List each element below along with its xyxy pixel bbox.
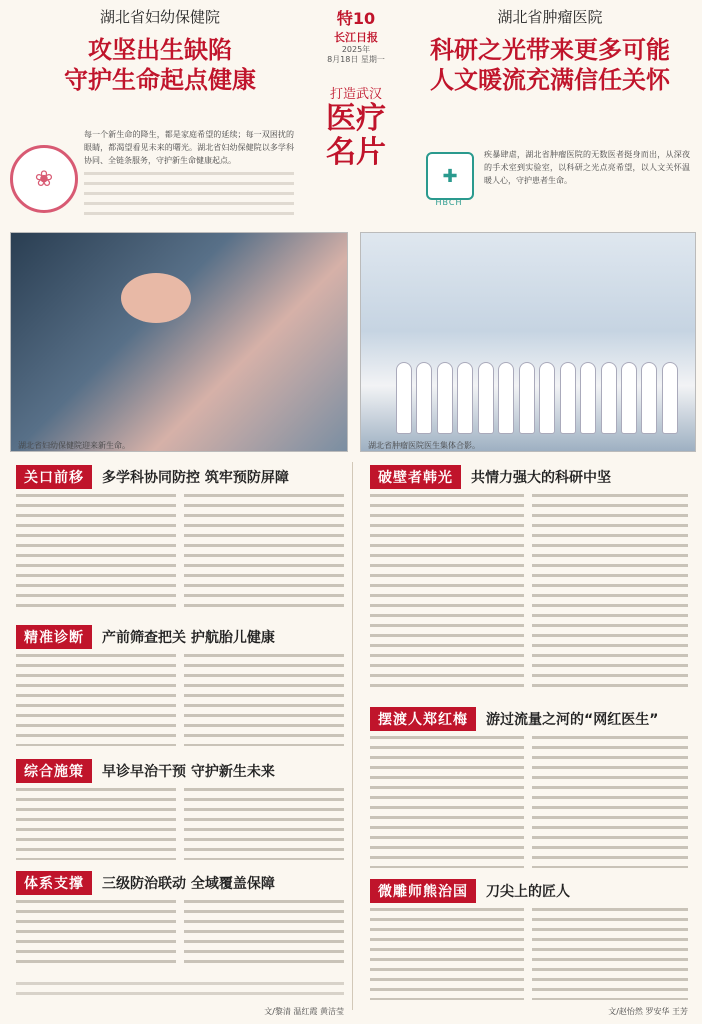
right-section-3-header [370, 880, 570, 902]
left-section-2-body-col1 [16, 654, 176, 746]
right-headline-line2: 人文暖流充满信任关怀 [430, 65, 670, 94]
paper-name: 长江日报 [334, 31, 378, 44]
right-section-3-body-col2 [532, 908, 688, 1000]
right-byline: 文/赵怡然 罗安华 王芳 [608, 1007, 688, 1016]
section-tag: 微雕师熊治国 [370, 879, 476, 903]
section-title: 产前筛查把关 护航胎儿健康 [102, 630, 275, 646]
left-intro-continuation [84, 172, 294, 220]
right-section-1-header [370, 466, 611, 488]
year: 2025年 [341, 45, 371, 54]
section-title: 游过流量之河的“网红医生” [486, 712, 659, 728]
column-divider [352, 462, 353, 1010]
section-title: 刀尖上的匠人 [486, 884, 570, 900]
section-tag: 精准诊断 [16, 625, 92, 649]
left-section-1-body-col2 [184, 494, 344, 614]
section-tag: 摆渡人郑红梅 [370, 707, 476, 731]
doctor-figures [397, 313, 677, 433]
left-section-1-header [16, 466, 289, 488]
left-section-2-body-col2 [184, 654, 344, 746]
left-intro: 每一个新生命的降生，都是家庭希望的延续；每一双困扰的眼睛，都渴望看见未来的曙光。湖北省妇幼保健院以多学科协同、全链条服务，守护新生命健康起点。 [84, 130, 294, 165]
left-section-4-body-col1 [16, 900, 176, 970]
section-title: 三级防治联动 全域覆盖保障 [102, 876, 275, 892]
left-photo-caption: 湖北省妇幼保健院迎来新生命。 [18, 441, 130, 450]
left-section-3-header [16, 760, 275, 782]
left-section-3-body-col1 [16, 788, 176, 860]
section-title: 共情力强大的科研中坚 [471, 470, 611, 486]
right-section-3-body-col1 [370, 908, 524, 1000]
left-byline: 文/黎清 温红霞 黄洁莹 [264, 1007, 344, 1016]
left-section-2-header [16, 626, 275, 648]
cancer-hospital-logo-text: HBCH [435, 198, 463, 207]
newborn-figure [121, 273, 191, 323]
right-hospital-name: 湖北省肿瘤医院 [497, 8, 603, 26]
section-title: 多学科协同防控 筑牢预防屏障 [102, 470, 289, 486]
cancer-hospital-logo-icon: ✚ [426, 152, 474, 200]
center-title-line2: 名片 [326, 135, 386, 170]
left-header [28, 6, 292, 95]
masthead [300, 6, 412, 170]
page-number: 特10 [336, 9, 376, 28]
right-section-2-body-col2 [532, 736, 688, 868]
left-hospital-name: 湖北省妇幼保健院 [99, 8, 220, 26]
right-section-2-header [370, 708, 658, 730]
left-headline-line1: 攻坚出生缺陷 [88, 35, 232, 64]
left-section-1-body-col1 [16, 494, 176, 614]
right-header [418, 6, 682, 95]
right-intro: 疾暴肆虐，湖北省肿瘤医院的无数医者挺身而出，从深夜的手术室到实验室，以科研之光点亮希望，以人文关怀温暖人心，守护患者生命。 [484, 150, 690, 185]
right-headline-line1: 科研之光带来更多可能 [430, 35, 670, 64]
right-section-1-body-col1 [370, 494, 524, 694]
center-kicker: 打造武汉 [329, 87, 382, 102]
center-title-line1: 医疗 [326, 101, 386, 136]
doctors-group-photo [360, 232, 696, 452]
section-tag: 综合施策 [16, 759, 92, 783]
left-section-4-header [16, 872, 275, 894]
left-section-3-body-col2 [184, 788, 344, 860]
right-section-2-body-col1 [370, 736, 524, 868]
right-photo-caption: 湖北省肿瘤医院医生集体合影。 [368, 441, 480, 450]
newborn-photo [10, 232, 348, 452]
left-section-4-body-col2 [184, 900, 344, 970]
section-tag: 破壁者韩光 [370, 465, 461, 489]
right-section-1-body-col2 [532, 494, 688, 694]
section-tag: 体系支撑 [16, 871, 92, 895]
date-line: 8月18日 星期一 [327, 55, 385, 64]
left-headline-line2: 守护生命起点健康 [64, 65, 256, 94]
hospital-logo-icon: ❀ [10, 145, 78, 213]
left-closing-quote [16, 982, 344, 1000]
section-tag: 关口前移 [16, 465, 92, 489]
section-title: 早诊早治干预 守护新生未来 [102, 764, 275, 780]
